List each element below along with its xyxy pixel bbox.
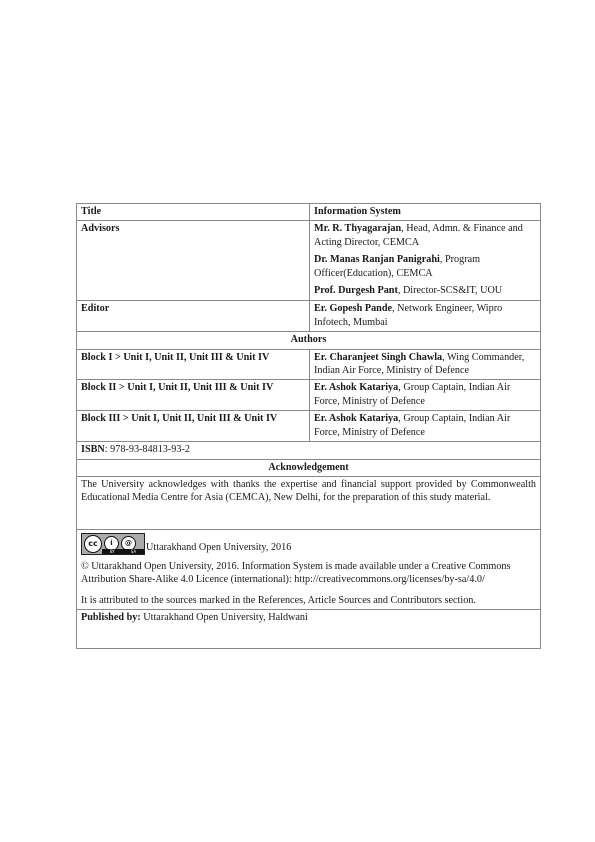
- advisors-row: [77, 221, 541, 301]
- editor-label: Editor: [77, 301, 310, 332]
- advisor-entry: [314, 222, 536, 249]
- attribution-text: It is attributed to the sources marked in the References, Article Sources and Contributors section.: [81, 594, 476, 606]
- author-name: Er. Ashok Katariya: [314, 413, 399, 425]
- published-value: Uttarakhand Open University, Haldwani: [140, 611, 308, 623]
- author-name: Er. Ashok Katariya: [314, 382, 399, 394]
- author-value: [310, 380, 541, 411]
- acknowledgement-heading-row: [77, 459, 541, 476]
- editor-role: , Network Engineer, Wipro Infotech, Mumbai: [314, 303, 503, 328]
- badge-strip-by: BY: [109, 548, 115, 554]
- author-role: , Wing Commander, Indian Air Force, Ministry of Defence: [314, 351, 525, 377]
- author-row: [77, 411, 541, 442]
- license-cell: [77, 529, 541, 609]
- published-row: [77, 609, 541, 648]
- advisor-entry: [314, 253, 536, 280]
- badge-strip: [102, 549, 144, 554]
- editor-name: Er. Gopesh Pande: [314, 303, 393, 315]
- share-alike-icon: @: [121, 536, 136, 551]
- title-label: Title: [77, 204, 310, 221]
- isbn-value: : 978-93-84813-93-2: [104, 444, 190, 456]
- acknowledgement-text: [77, 476, 541, 529]
- isbn: [77, 442, 541, 459]
- author-role: , Group Captain, Indian Air Force, Ministry of Defence: [314, 382, 511, 407]
- author-name: Er. Charanjeet Singh Chawla: [314, 351, 443, 363]
- cc-badge-row: [81, 533, 536, 555]
- acknowledgement-row: [77, 476, 541, 529]
- authors-heading: Authors: [77, 332, 541, 349]
- advisor-entry: [314, 284, 536, 297]
- author-block: Block I > Unit I, Unit II, Unit III & Unit IV: [77, 349, 310, 380]
- editor-value: [310, 301, 541, 332]
- license-statement: © Uttarakhand Open University, 2016. Information System is made available under a Creative Commons Attribution Share-Alike 4.0 Licence (international): http://creativecommons.org/licenses/by-sa/4.0/: [81, 560, 511, 586]
- advisor-role: , Head, Admn. & Finance and Acting Director, CEMCA: [314, 223, 523, 248]
- advisor-role: , Program Officer(Education), CEMCA: [314, 254, 481, 279]
- author-block: Block III > Unit I, Unit II, Unit III & Unit IV: [77, 411, 310, 442]
- isbn-row: [77, 442, 541, 459]
- author-row: [77, 380, 541, 411]
- author-value: [310, 349, 541, 380]
- license-row: [77, 529, 541, 609]
- badge-strip-sa: SA: [130, 548, 137, 554]
- cc-by-sa-badge[interactable]: [81, 533, 145, 555]
- isbn-label: ISBN: [81, 444, 105, 456]
- editor-row: [77, 301, 541, 332]
- advisors-list: [310, 221, 541, 301]
- advisor-name: Dr. Manas Ranjan Panigrahi: [314, 254, 440, 266]
- acknowledgement-heading: Acknowledgement: [77, 459, 541, 476]
- cc-caption: Uttarakhand Open University, 2016: [146, 542, 292, 554]
- by-person-icon: i: [104, 536, 119, 551]
- author-block: Block II > Unit I, Unit II, Unit III & Unit IV: [77, 380, 310, 411]
- advisors-label: Advisors: [77, 221, 310, 301]
- author-value: [310, 411, 541, 442]
- authors-heading-row: [77, 332, 541, 349]
- published-label: Published by:: [81, 611, 141, 623]
- title-row: [77, 204, 541, 221]
- cc-icon: cc: [84, 535, 102, 553]
- advisor-name: Mr. R. Thyagarajan: [314, 223, 402, 235]
- advisor-role: , Director-SCS&IT, UOU: [397, 285, 503, 297]
- published-cell: [77, 609, 541, 648]
- author-role: , Group Captain, Indian Air Force, Ministry of Defence: [314, 413, 511, 438]
- title-value: Information System: [310, 204, 541, 221]
- acknowledgement-body: The University acknowledges with thanks the expertise and financial support provided by Commonwealth Educational Media Centre for Asia (CEMCA), New Delhi, for the preparation of this study material.: [81, 478, 536, 504]
- author-row: [77, 349, 541, 380]
- advisor-name: Prof. Durgesh Pant: [314, 285, 398, 297]
- credits-table: [76, 203, 541, 649]
